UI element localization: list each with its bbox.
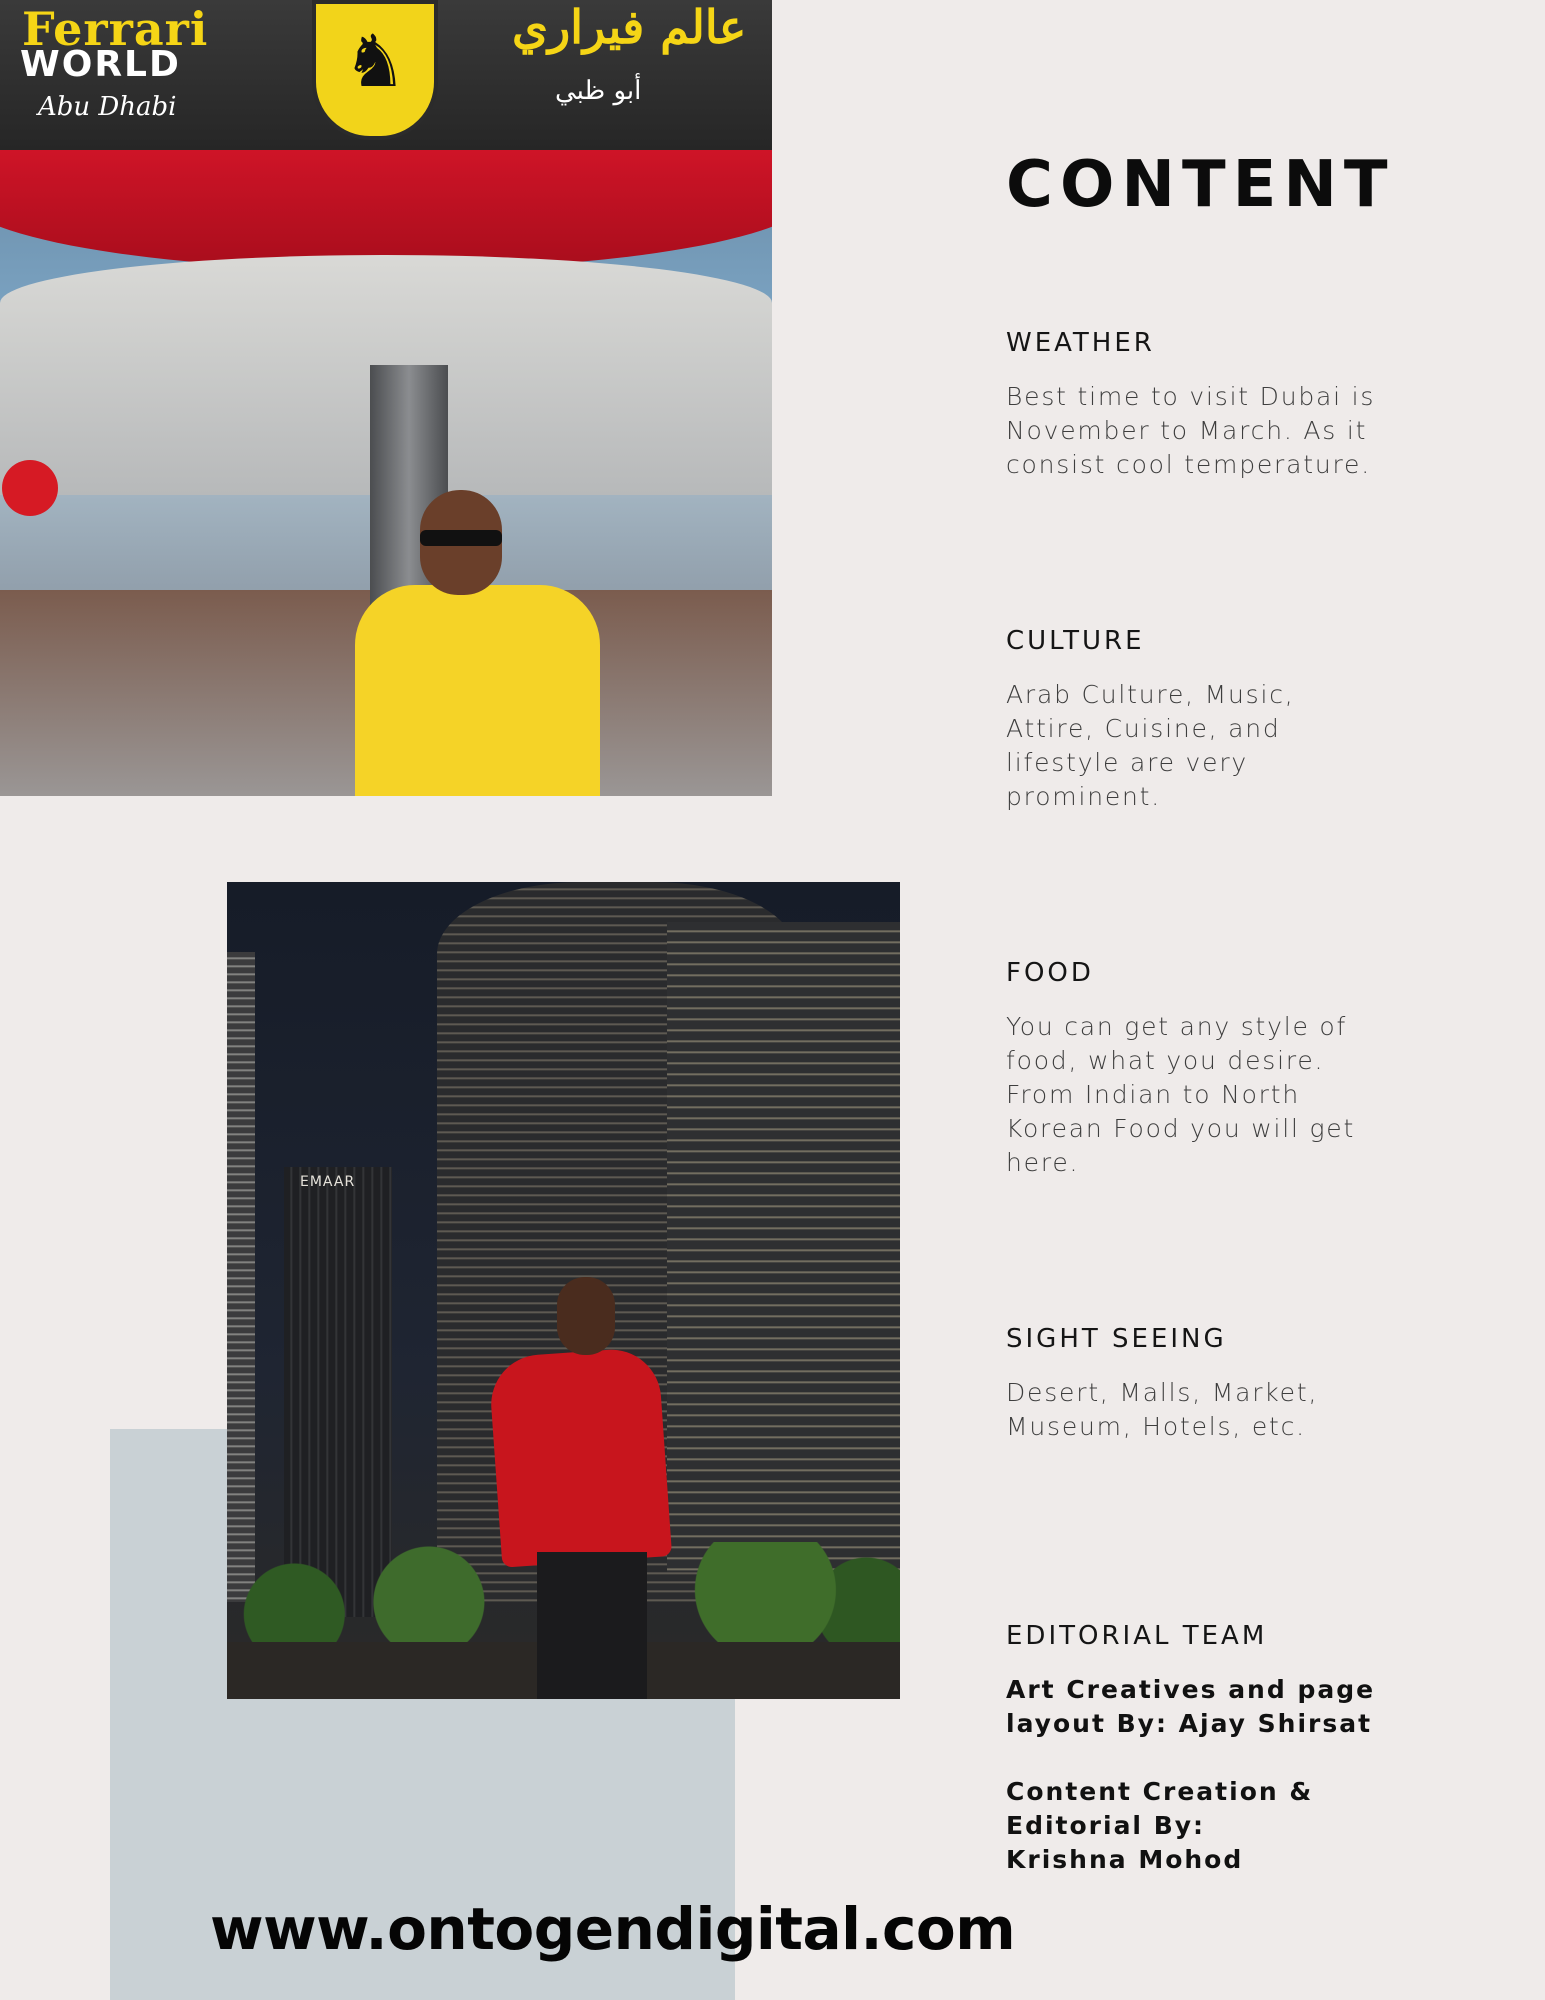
section-body: Best time to visit Dubai is November to March. As it consist cool temperature. <box>1006 382 1376 479</box>
section-sight-seeing <box>1006 1324 1426 1444</box>
section-body: Desert, Malls, Market, Museum, Hotels, etc. <box>1006 1378 1319 1441</box>
emaar-sign: EMAAR <box>300 1174 356 1190</box>
section-weather <box>1006 328 1426 482</box>
credit-content-editorial: Content Creation & Editorial By: Krishna Mohod <box>1006 1777 1314 1874</box>
person-head <box>557 1277 615 1355</box>
sign-arabic-title: عالم فيراري <box>512 0 747 54</box>
section-heading: SIGHT SEEING <box>1006 1324 1227 1354</box>
section-heading: CULTURE <box>1006 626 1145 656</box>
sign-logo-city: Abu Dhabi <box>38 92 177 122</box>
sign-arabic-city: أبو ظبي <box>555 76 642 106</box>
person-legs <box>537 1552 647 1699</box>
photo-burj-khalifa-night <box>227 882 900 1699</box>
sign-logo-ferrari: Ferrari <box>22 2 209 56</box>
website-url: www.ontogendigital.com <box>210 1895 1016 1963</box>
balloon <box>2 460 58 516</box>
page-title: CONTENT <box>1006 148 1395 222</box>
section-editorial-team <box>1006 1621 1426 1877</box>
section-heading: WEATHER <box>1006 328 1155 358</box>
person-red-sweater <box>488 1346 672 1567</box>
editorial-credits <box>1006 1673 1396 1877</box>
person-yellow-shirt <box>355 585 600 796</box>
section-body: Arab Culture, Music, Attire, Cuisine, and lifestyle are very prominent. <box>1006 680 1295 811</box>
sunglasses <box>420 530 502 546</box>
section-body: You can get any style of food, what you desire. From Indian to North Korean Food you will get here. <box>1006 1012 1356 1177</box>
photo-ferrari-world <box>0 0 772 796</box>
section-food <box>1006 958 1426 1180</box>
section-heading: EDITORIAL TEAM <box>1006 1621 1268 1651</box>
sign-logo-world: WORLD <box>20 44 181 85</box>
tower-right-section <box>667 922 900 1572</box>
prancing-horse-icon: ♞ <box>342 19 408 103</box>
ferrari-world-sign <box>0 0 772 150</box>
ferrari-shield-logo <box>312 0 438 140</box>
section-culture <box>1006 626 1426 814</box>
side-building <box>227 952 255 1602</box>
credit-art-layout: Art Creatives and page layout By: Ajay Shirsat <box>1006 1675 1376 1738</box>
section-heading: FOOD <box>1006 958 1094 988</box>
